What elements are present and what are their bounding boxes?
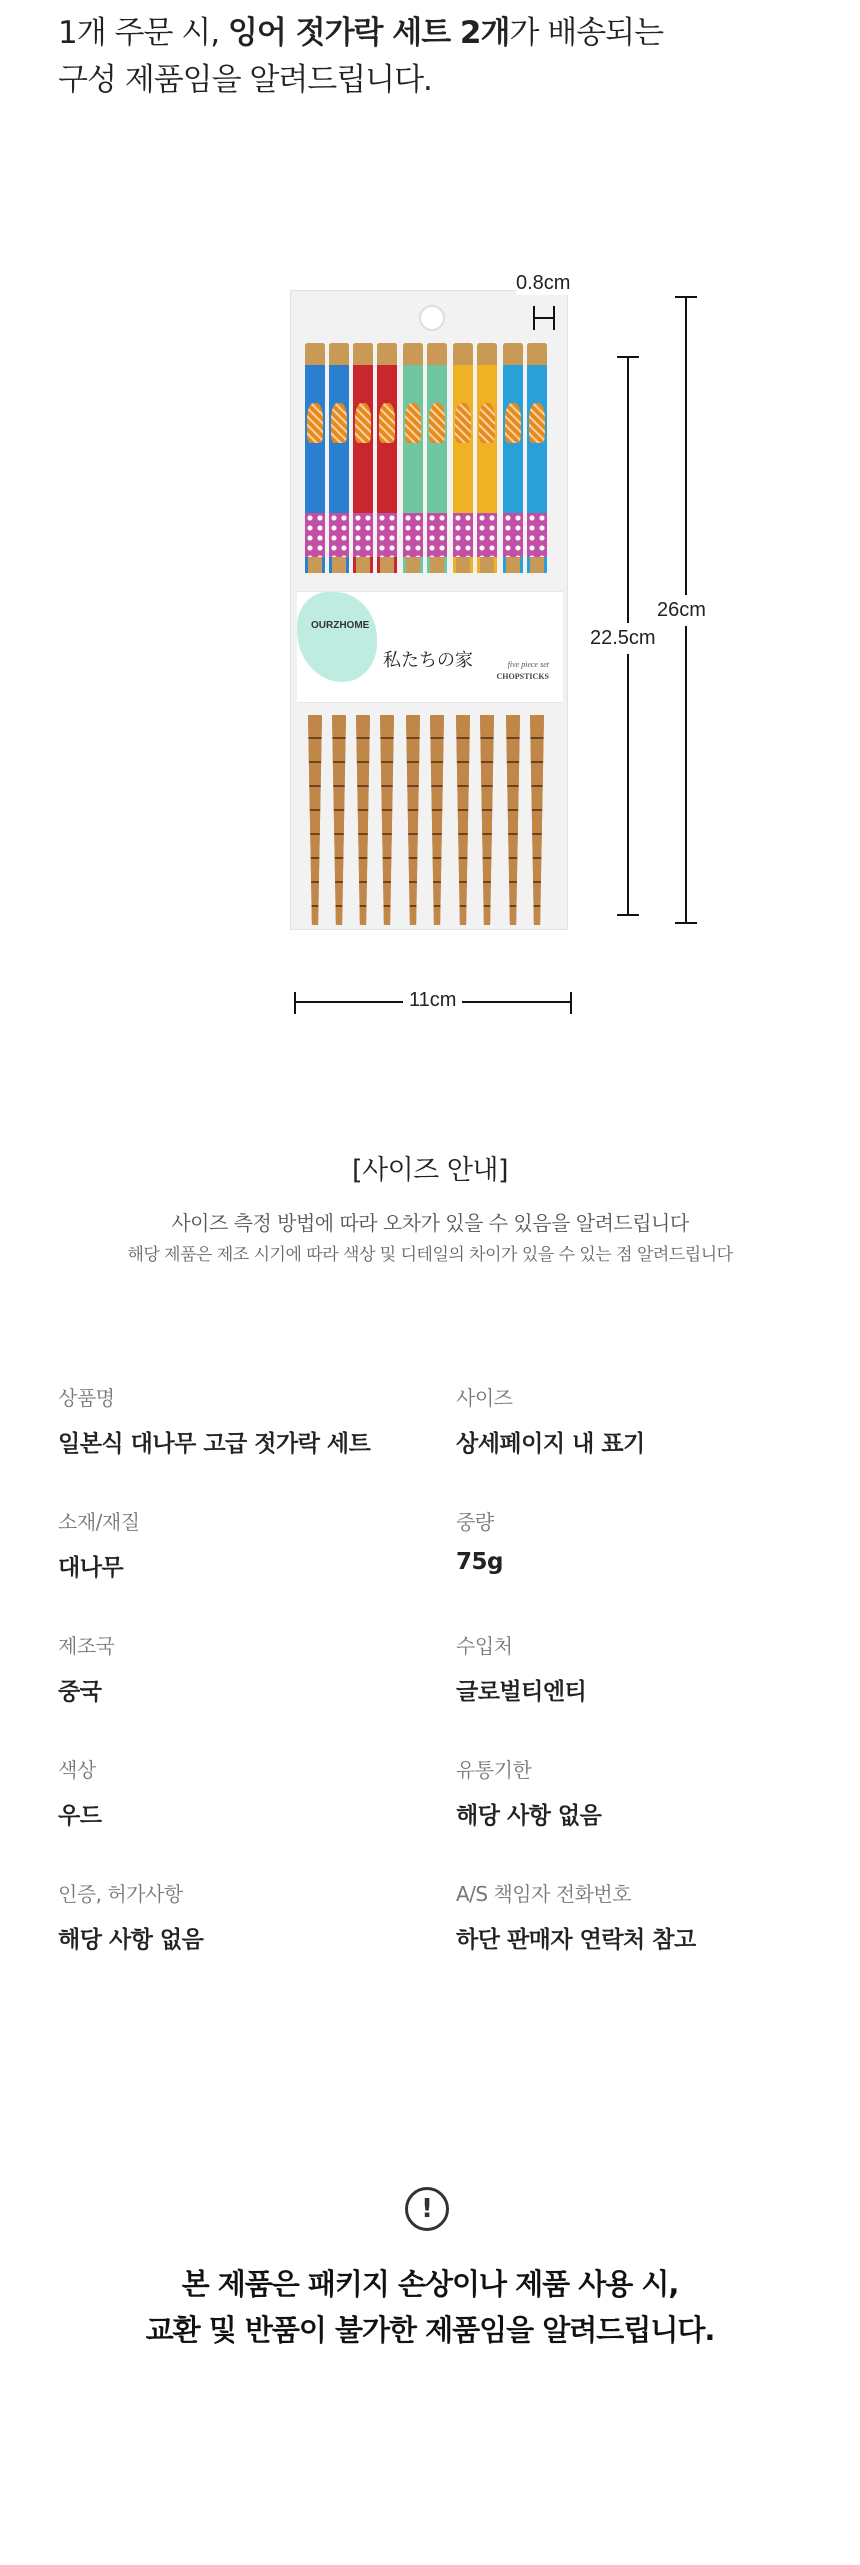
- intro-text: [58, 10, 818, 104]
- chopstick-tip: [480, 715, 494, 925]
- spec-label: 사이즈: [456, 1386, 513, 1410]
- spec-value: 하단 판매자 연락처 참고: [456, 1927, 696, 1953]
- intro-line-1: [58, 10, 818, 57]
- intro-line-1-start: 1개 주문 시,: [58, 15, 228, 51]
- intro-line-1-end: 가 배송되는: [509, 15, 664, 51]
- spec-certification: [58, 1878, 428, 1954]
- package-title: 私たちの家: [383, 650, 473, 671]
- stick-length-label: 22.5cm: [590, 623, 656, 654]
- chopstick-tip: [430, 715, 444, 925]
- spec-value: 75g: [456, 1549, 503, 1575]
- chopstick-handle: [305, 343, 325, 573]
- chopstick-handle: [477, 343, 497, 573]
- chopstick-tip: [456, 715, 470, 925]
- notice-line-1: 본 제품은 패키지 손상이나 제품 사용 시,: [181, 2267, 679, 2301]
- thickness-label: 0.8cm: [516, 272, 571, 294]
- spec-expiry: [456, 1754, 826, 1830]
- spec-label: 수입처: [456, 1634, 513, 1658]
- intro-line-2: 구성 제품임을 알려드립니다.: [58, 62, 432, 98]
- spec-label: A/S 책임자 전화번호: [456, 1882, 632, 1906]
- spec-value: 우드: [58, 1803, 102, 1829]
- spec-label: 소재/재질: [58, 1510, 140, 1534]
- notice-line-2: 교환 및 반품이 불가한 제품임을 알려드립니다.: [145, 2313, 715, 2347]
- spec-value: 글로벌티엔티: [456, 1679, 587, 1705]
- chopstick-tip: [356, 715, 370, 925]
- chopstick-tip: [332, 715, 346, 925]
- package-height-label: 26cm: [657, 595, 706, 626]
- spec-label: 상품명: [58, 1386, 115, 1410]
- spec-value: 중국: [58, 1679, 102, 1705]
- spec-label: 제조국: [58, 1634, 115, 1658]
- chopstick-tip: [308, 715, 322, 925]
- size-guide-title: [사이즈 안내]: [351, 1155, 509, 1186]
- chopstick-tip: [380, 715, 394, 925]
- chopstick-handle: [453, 343, 473, 573]
- spec-color: [58, 1754, 428, 1830]
- spec-label: 중량: [456, 1510, 494, 1534]
- spec-size: [456, 1382, 826, 1458]
- package-width-label: 11cm: [403, 989, 462, 1012]
- chopstick-package: [290, 290, 568, 930]
- size-guide-note-2: 해당 제품은 제조 시기에 따라 색상 및 디테일의 차이가 있을 수 있는 점 알려드립니다: [127, 1245, 733, 1265]
- product-image: [290, 280, 590, 940]
- chopstick-handle: [377, 343, 397, 573]
- chopstick-tip: [406, 715, 420, 925]
- chopstick-handle: [403, 343, 423, 573]
- brand-logo: OURZHOME: [311, 620, 370, 631]
- spec-as-contact: [456, 1878, 826, 1954]
- intro-highlight: 잉어 젓가락 세트 2개: [227, 15, 510, 51]
- spec-origin: [58, 1630, 428, 1706]
- spec-label: 색상: [58, 1758, 96, 1782]
- spec-label: 유통기한: [456, 1758, 532, 1782]
- spec-value: 해당 사항 없음: [58, 1927, 204, 1953]
- label-decoration: [297, 592, 377, 682]
- chopstick-handle: [353, 343, 373, 573]
- spec-value: 일본식 대나무 고급 젓가락 세트: [58, 1431, 371, 1457]
- chopstick-tip: [506, 715, 520, 925]
- chopstick-handle: [329, 343, 349, 573]
- package-tag-2: CHOPSTICKS: [496, 672, 549, 681]
- spec-material: [58, 1506, 428, 1582]
- spec-importer: [456, 1630, 826, 1706]
- chopstick-handle: [527, 343, 547, 573]
- spec-value: 해당 사항 없음: [456, 1803, 602, 1829]
- package-label: [297, 591, 563, 703]
- size-guide-note-1: 사이즈 측정 방법에 따라 오차가 있을 수 있음을 알려드립니다: [171, 1211, 689, 1235]
- spec-value: 상세페이지 내 표기: [456, 1431, 645, 1457]
- chopstick-handle: [503, 343, 523, 573]
- hang-hole: [419, 305, 445, 331]
- spec-value: 대나무: [58, 1555, 124, 1581]
- exclamation-icon: !: [405, 2187, 449, 2231]
- spec-label: 인증, 허가사항: [58, 1882, 183, 1906]
- chopstick-handle: [427, 343, 447, 573]
- spec-product-name: [58, 1382, 428, 1458]
- spec-weight: [456, 1506, 826, 1575]
- package-tag-1: five piece set: [507, 660, 549, 669]
- chopstick-tip: [530, 715, 544, 925]
